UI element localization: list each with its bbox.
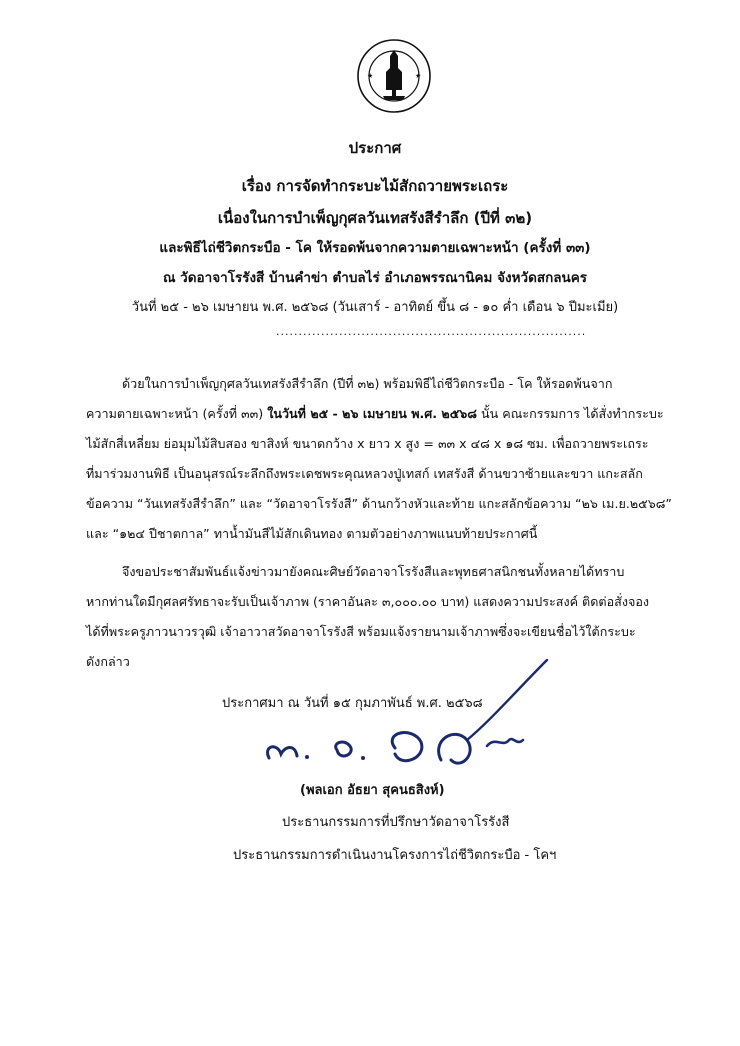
announcement-title: ประกาศ xyxy=(348,139,402,157)
ceremony-line: และพิธีไถ่ชีวิตกระบือ - โค ให้รอดพ้นจากความตายเฉพาะหน้า (ครั้งที่ ๓๓) xyxy=(159,240,591,256)
paragraph-line: ด้วยในการบำเพ็ญกุศลวันเทสรังสีรำลึก (ปีที่ ๓๒) พร้อมพิธีไถ่ชีวิตกระบือ - โค ให้รอดพ้นจาก xyxy=(122,376,613,391)
temple-seal-logo xyxy=(356,38,432,114)
bold-date: ในวันที่ ๒๕ - ๒๖ เมษายน พ.ศ. ๒๕๖๘ xyxy=(267,406,477,421)
paragraph-line: ที่มาร่วมงานพิธี เป็นอนุสรณ์ระลึกถึงพระเดชพระคุณหลวงปู่เทสก์ เทสรังสี ด้านขวาซ้ายและขวา แกะสลัก xyxy=(86,466,643,481)
signer-position-1: ประธานกรรมการที่ปรึกษาวัดอาจาโรรังสี xyxy=(282,815,510,830)
signer-name: (พลเอก อัธยา สุคนธสิงห์) xyxy=(300,783,445,798)
paragraph-line: และ “๑๒๔ ปีชาตกาล” ทาน้ำมันสีไม้สักเดินทอง ตามตัวอย่างภาพแนบท้ายประกาศนี้ xyxy=(86,526,538,541)
paragraph-line xyxy=(86,399,666,429)
event-date-line: วันที่ ๒๕ - ๒๖ เมษายน พ.ศ. ๒๕๖๘ (วันเสาร์ - อาทิตย์ ขึ้น ๘ - ๑๐ ค่ำ เดือน ๖ ปีมะเมีย) xyxy=(131,300,619,315)
body-paragraph-1 xyxy=(86,369,672,549)
paragraph-line: ข้อความ “วันเทสรังสีรำลึก” และ “วัดอาจาโรรังสี” ด้านกว้างหัวและท้าย แกะสลักข้อความ “๒๖ เม.ย.๒๕๖๘” xyxy=(86,496,672,511)
paragraph-line: ไม้สักสี่เหลี่ยม ย่อมุมไม้สิบสอง ขาสิงห์ ขนาดกว้าง x ยาว x สูง = ๓๓ x ๔๘ x ๑๘ ซม. เพื่อถวายพระเถระ xyxy=(86,436,649,451)
svg-text:★: ★ xyxy=(415,72,422,80)
announcement-date: ประกาศมา ณ วันที่ ๑๕ กุมภาพันธ์ พ.ศ. ๒๕๖๘ xyxy=(222,696,483,711)
paragraph-line: ได้ที่พระครูภาวนาวรวุฒิ เจ้าอาวาสวัดอาจาโรรังสี พร้อมแจ้งรายนามเจ้าภาพซึ่งจะเขียนชื่อไว้ใต้กระบะ xyxy=(86,624,636,639)
text-segment: ความตายเฉพาะหน้า (ครั้งที่ ๓๓) xyxy=(86,406,268,421)
svg-text:★: ★ xyxy=(367,72,374,80)
event-name-line: เนื่องในการบำเพ็ญกุศลวันเทสรังสีรำลึก (ปีที่ ๓๒) xyxy=(217,209,533,227)
announcement-subject: เรื่อง การจัดทำกระบะไม้สักถวายพระเถระ xyxy=(241,177,509,195)
signer-position-2: ประธานกรรมการดำเนินงานโครงการไถ่ชีวิตกระบือ - โคฯ xyxy=(233,848,557,863)
handwritten-signature xyxy=(255,650,585,780)
paragraph-line: หากท่านใดมีกุศลศรัทธาจะรับเป็นเจ้าภาพ (ราคาอันละ ๓,๐๐๐.๐๐ บาท) แสดงความประสงค์ ติดต่อสั่งจอง xyxy=(86,594,650,609)
paragraph-line: จึงขอประชาสัมพันธ์แจ้งข่าวมายังคณะศิษย์วัดอาจาโรรังสีและพุทธศาสนิกชนทั้งหลายได้ทราบ xyxy=(122,564,625,579)
venue-line: ณ วัดอาจาโรรังสี บ้านคำข่า ตำบลไร่ อำเภอพรรณานิคม จังหวัดสกลนคร xyxy=(162,270,588,286)
text-segment: นั้น คณะกรรมการ ได้สั่งทำกระบะ xyxy=(476,406,664,421)
dotted-divider: ..................................................................... xyxy=(276,325,587,338)
paragraph-line: ดังกล่าว xyxy=(86,654,130,669)
